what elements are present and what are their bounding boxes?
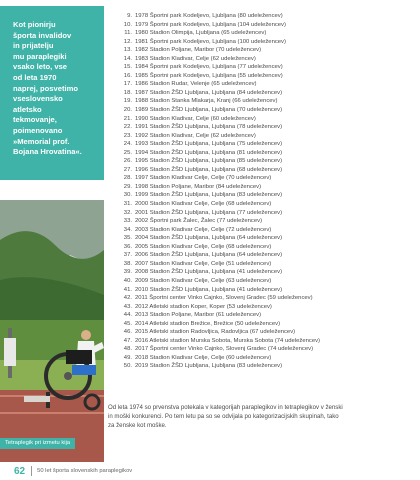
intro-text-line: »Memorial prof. bbox=[13, 136, 70, 146]
list-item-number: 49. bbox=[123, 354, 132, 361]
intro-text-line: Bojana Hrovatina«. bbox=[13, 147, 82, 157]
list-item bbox=[116, 72, 416, 81]
list-item-text: 2015 Atletski stadion Radovljica, Radovljica (67 udeležencev) bbox=[135, 329, 296, 336]
list-item-number: 22. bbox=[123, 124, 132, 131]
list-item bbox=[116, 123, 416, 132]
list-item-number: 39. bbox=[123, 269, 132, 276]
list-item bbox=[116, 132, 416, 141]
list-item-number: 28. bbox=[123, 175, 132, 182]
list-item-text: 2009 Stadion Kladivar Celje, Celje (63 udeležencev) bbox=[135, 277, 272, 284]
list-item-number: 16. bbox=[123, 72, 132, 79]
list-item-number: 35. bbox=[123, 235, 132, 242]
page-number: 62 bbox=[14, 465, 26, 477]
note-line: za ženske kot moške. bbox=[108, 422, 167, 429]
list-item-number: 29. bbox=[123, 183, 132, 190]
list-item-number: 45. bbox=[123, 320, 132, 327]
list-item bbox=[116, 97, 416, 106]
list-item-number: 20. bbox=[123, 107, 132, 114]
intro-text-line: vsako leto, vse bbox=[13, 62, 68, 72]
list-item-text: 2005 Stadion Kladivar Celje, Celje (68 udeležencev) bbox=[135, 243, 272, 250]
list-item bbox=[116, 12, 416, 21]
list-item-number: 18. bbox=[123, 89, 132, 96]
intro-text-line: Kot pionirju bbox=[13, 20, 56, 29]
list-item-number: 25. bbox=[123, 149, 132, 156]
list-item-text: 1996 Stadion ŽŠD Ljubljana, Ljubljana (68 udeležencev) bbox=[135, 166, 283, 173]
list-item bbox=[116, 200, 416, 209]
list-item bbox=[116, 140, 416, 149]
list-item-text: 2012 Atletski stadion Koper, Koper (53 udeležencev) bbox=[135, 303, 272, 310]
intro-text-line: poimenovano bbox=[13, 125, 63, 135]
list-item-number: 38. bbox=[123, 260, 132, 267]
list-item bbox=[116, 157, 416, 166]
list-item-number: 46. bbox=[123, 329, 132, 336]
list-item bbox=[116, 191, 416, 200]
list-item bbox=[116, 55, 416, 64]
list-item bbox=[116, 328, 416, 337]
list-item-text: 1998 Stadion Poljane, Maribor (84 udeležencev) bbox=[135, 183, 262, 190]
footer-divider bbox=[31, 466, 32, 476]
list-item-text: 1978 Športni park Kodeljevo, Ljubljana (80 udeležencev) bbox=[135, 13, 283, 19]
list-item bbox=[116, 21, 416, 30]
list-item bbox=[116, 234, 416, 243]
list-item-text: 1992 Stadion Kladivar, Celje (62 udeležencev) bbox=[135, 132, 256, 139]
intro-text-line: atletsko bbox=[13, 104, 42, 114]
list-item-text: 1999 Stadion ŽŠD Ljubljana, Ljubljana (83 udeležencev) bbox=[135, 192, 283, 199]
list-item-text: 1995 Stadion ŽŠD Ljubljana, Ljubljana (85 udeležencev) bbox=[135, 158, 283, 165]
list-item-text: 2007 Stadion Kladivar Celje, Celje (51 udeležencev) bbox=[135, 260, 272, 267]
note-line: Od leta 1974 so prvenstva potekala v kategorijah paraplegikov in tetraplegikov v ženski bbox=[108, 404, 343, 411]
list-item-number: 26. bbox=[123, 158, 132, 165]
list-item-text: 2013 Stadion Poljane, Maribor (61 udeležencev) bbox=[135, 312, 262, 319]
list-item-number: 37. bbox=[123, 252, 132, 259]
list-item-number: 14. bbox=[123, 55, 132, 62]
list-item bbox=[116, 106, 416, 115]
list-item-number: 10. bbox=[123, 21, 132, 28]
list-item bbox=[116, 46, 416, 55]
list-item-number: 31. bbox=[123, 201, 132, 208]
note-line: in moški konkurenci. Po tem letu pa so se odvijala po kategorizacijskih skupinah, tako bbox=[108, 413, 339, 420]
list-item bbox=[116, 29, 416, 38]
wheelchair-athlete-image bbox=[0, 200, 104, 462]
list-item-text: 2002 Športni park Žalec, Žalec (77 udeležencev) bbox=[135, 218, 263, 225]
list-item bbox=[116, 226, 416, 235]
list-item bbox=[116, 303, 416, 312]
list-item bbox=[116, 38, 416, 47]
list-item bbox=[116, 345, 416, 354]
list-item-number: 30. bbox=[123, 192, 132, 199]
list-item bbox=[116, 354, 416, 363]
list-item bbox=[116, 183, 416, 192]
list-item-text: 2006 Stadion ŽŠD Ljubljana, Ljubljana (64 udeležencev) bbox=[135, 252, 283, 259]
list-item-text: 2004 Stadion ŽŠD Ljubljana, Ljubljana (64 udeležencev) bbox=[135, 235, 283, 242]
list-item-text: 1980 Stadion Olimpija, Ljubljana (65 udeležencev) bbox=[135, 30, 267, 37]
list-item-text: 1989 Stadion ŽŠD Ljubljana, Ljubljana (70 udeležencev) bbox=[135, 107, 283, 114]
list-item-text: 2003 Stadion Kladivar Celje, Celje (72 udeležencev) bbox=[135, 226, 272, 233]
list-item bbox=[116, 63, 416, 72]
list-item-text: 1990 Stadion Kladivar, Celje (60 udeležencev) bbox=[135, 115, 256, 122]
book-title: 50 let športa slovenskih paraplegikov bbox=[37, 468, 133, 474]
intro-text-line: vseslovensko bbox=[13, 94, 63, 104]
list-item-text: 1994 Stadion ŽŠD Ljubljana, Ljubljana (81 udeležencev) bbox=[135, 149, 283, 156]
list-item-number: 47. bbox=[123, 337, 132, 344]
list-item-number: 27. bbox=[123, 166, 132, 173]
intro-text-line: mu paraplegiki bbox=[13, 51, 67, 61]
list-item-number: 11. bbox=[124, 30, 132, 37]
list-item-text: 1982 Stadion Poljane, Maribor (70 udeležencev) bbox=[135, 47, 262, 54]
list-item-number: 44. bbox=[123, 312, 132, 319]
list-item-number: 21. bbox=[123, 115, 132, 122]
list-item-number: 24. bbox=[123, 141, 132, 148]
list-item-text: 2014 Atletski stadion Brežice, Brežice (50 udeležencev) bbox=[135, 320, 281, 327]
list-item-number: 33. bbox=[123, 218, 132, 225]
intro-text-line: naprej, posvetimo bbox=[13, 83, 78, 93]
category-note bbox=[108, 403, 412, 430]
list-item bbox=[116, 251, 416, 260]
intro-text-box bbox=[0, 6, 104, 180]
list-item-number: 19. bbox=[123, 98, 132, 105]
list-item-text: 2011 Športni center Vinko Cajnko, Slovenj Gradec (59 udeležencev) bbox=[135, 295, 313, 302]
list-item-number: 32. bbox=[123, 209, 132, 216]
list-item-text: 2001 Stadion ŽŠD Ljubljana, Ljubljana (77 udeležencev) bbox=[135, 209, 283, 216]
list-item bbox=[116, 286, 416, 295]
intro-text-line: od leta 1970 bbox=[13, 72, 57, 82]
list-item-text: 1983 Stadion Kladivar, Celje (62 udeležencev) bbox=[135, 55, 256, 62]
list-item-text: 2008 Stadion ŽŠD Ljubljana, Ljubljana (41 udeležencev) bbox=[135, 269, 283, 276]
list-item-text: 1984 Športni park Kodeljevo, Ljubljana (77 udeležencev) bbox=[135, 64, 283, 71]
intro-text-line: tekmovanje, bbox=[13, 115, 57, 125]
list-item-text: 1993 Stadion ŽŠD Ljubljana, Ljubljana (75 udeležencev) bbox=[135, 141, 283, 148]
list-item-number: 42. bbox=[123, 295, 132, 302]
list-item bbox=[116, 89, 416, 98]
list-item-text: 1981 Športni park Kodeljevo, Ljubljana (100 udeležencev) bbox=[135, 38, 286, 45]
list-item-number: 40. bbox=[123, 277, 132, 284]
list-item-number: 23. bbox=[123, 132, 132, 139]
list-item bbox=[116, 243, 416, 252]
list-item bbox=[116, 320, 416, 329]
list-item bbox=[116, 80, 416, 89]
list-item-text: 2018 Stadion Kladivar Celje, Celje (60 udeležencev) bbox=[135, 354, 272, 361]
list-item bbox=[116, 268, 416, 277]
list-item bbox=[116, 174, 416, 183]
list-item bbox=[116, 294, 416, 303]
list-item-number: 15. bbox=[123, 64, 132, 71]
list-item bbox=[116, 260, 416, 269]
list-item-number: 36. bbox=[123, 243, 132, 250]
list-item-text: 1997 Stadion Kladivar Celje, Celje (70 udeležencev) bbox=[135, 175, 272, 182]
list-item-number: 48. bbox=[123, 346, 132, 353]
list-item bbox=[116, 311, 416, 320]
list-item-number: 50. bbox=[123, 363, 132, 370]
list-item-text: 2010 Stadion ŽŠD Ljubljana, Ljubljana (41 udeležencev) bbox=[135, 286, 283, 293]
list-item-number: 43. bbox=[123, 303, 132, 310]
list-item-text: 1979 Športni park Kodeljevo, Ljubljana (104 udeležencev) bbox=[135, 21, 286, 28]
championship-list bbox=[116, 12, 416, 371]
intro-text-line: in prijatelju bbox=[13, 41, 54, 51]
list-item bbox=[116, 337, 416, 346]
list-item-text: 2017 Športni center Vinko Cajnko, Slovenj Gradec (74 udeležencev) bbox=[135, 346, 314, 353]
list-item-text: 1988 Stadion Stanka Mlakarja, Kranj (66 udeležencev) bbox=[135, 98, 278, 105]
list-item-number: 17. bbox=[123, 81, 132, 88]
list-item bbox=[116, 217, 416, 226]
list-item bbox=[116, 277, 416, 286]
athlete-photo bbox=[0, 200, 104, 462]
list-item-text: 2019 Stadion ŽŠD Ljubljana, Ljubljana (83 udeležencev) bbox=[135, 363, 283, 370]
list-item bbox=[116, 115, 416, 124]
list-item bbox=[116, 209, 416, 218]
page-footer bbox=[14, 464, 132, 478]
list-item-text: 1991 Stadion ŽŠD Ljubljana, Ljubljana (78 udeležencev) bbox=[135, 124, 283, 131]
list-item-number: 9. bbox=[127, 13, 132, 19]
list-item-number: 41. bbox=[123, 286, 132, 293]
list-item bbox=[116, 149, 416, 158]
list-item-number: 13. bbox=[123, 47, 132, 54]
list-item-number: 12. bbox=[123, 38, 132, 45]
list-item-text: 1985 Športni park Kodeljevo, Ljubljana (55 udeležencev) bbox=[135, 72, 283, 79]
photo-caption: Tetraplegik pri izmetu kija bbox=[0, 438, 75, 449]
list-item-text: 1987 Stadion ŽŠD Ljubljana, Ljubljana (84 udeležencev) bbox=[135, 89, 283, 96]
list-item-text: 1986 Stadion Rudar, Velenje (65 udeležencev) bbox=[135, 81, 257, 88]
list-item-text: 2016 Atletski stadion Murska Sobota, Murska Sobota (74 udeležencev) bbox=[135, 337, 321, 344]
list-item bbox=[116, 362, 416, 371]
intro-text-line: športa invalidov bbox=[13, 30, 72, 40]
list-item-text: 2000 Stadion Kladivar Celje, Celje (68 udeležencev) bbox=[135, 201, 272, 208]
list-item-number: 34. bbox=[123, 226, 132, 233]
list-item bbox=[116, 166, 416, 175]
